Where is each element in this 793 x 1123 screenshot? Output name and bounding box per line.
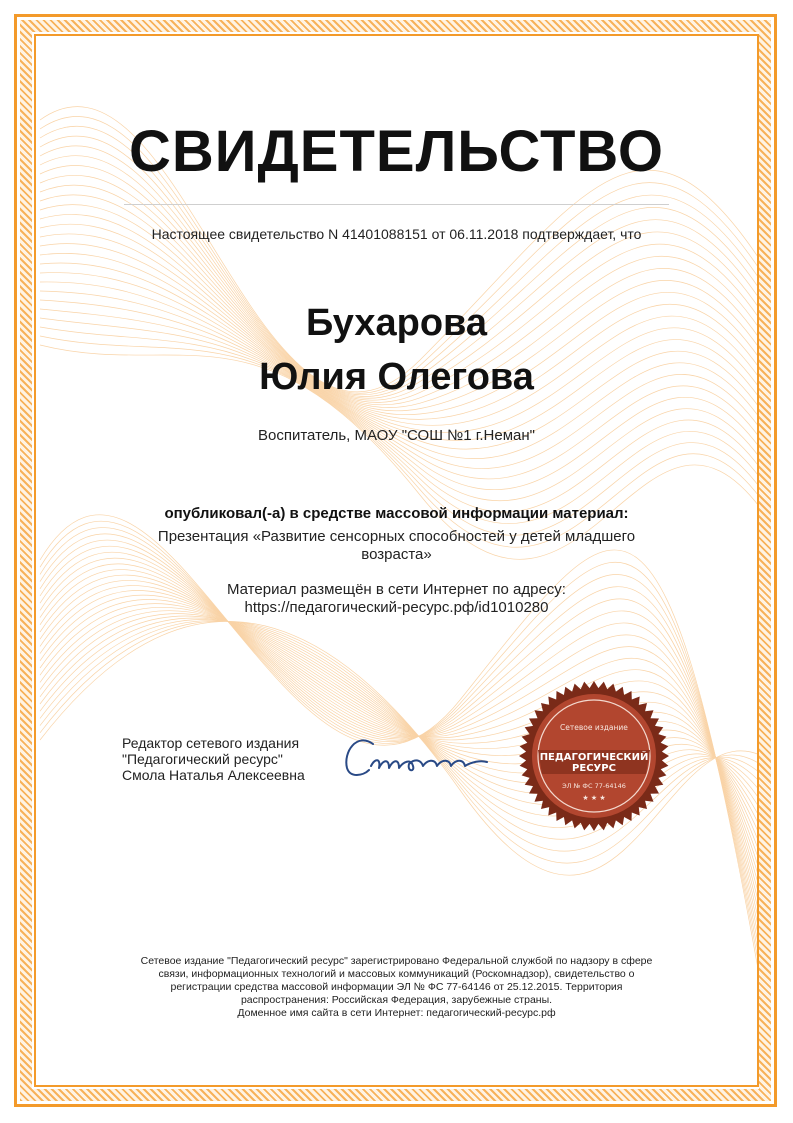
editor-signature [335,722,505,792]
seal-top-text: Сетевое издание [560,723,628,732]
confirmation-text: Настоящее свидетельство N 41401088151 от 06.11.2018 подтверждает, что [151,226,642,242]
publisher-seal [518,680,670,832]
placement-info [0,581,793,617]
seal-main-line: РЕСУРС [572,763,616,774]
seal-stars: ★ ★ ★ [582,794,606,802]
certificate-title: СВИДЕТЕЛЬСТВО [129,119,664,184]
material-title-line: возраста» [361,546,432,563]
footer-line: Сетевое издание "Педагогический ресурс" зарегистрировано Федеральной службой по надзору в сфере [140,955,653,967]
placement-label: Материал размещён в сети Интернет по адресу: [227,581,566,598]
material-title [140,528,653,564]
published-heading: опубликовал(-а) в средстве массовой информации материал: [164,505,629,522]
registration-footer [110,955,683,1020]
recipient-position: Воспитатель, МАОУ "СОШ №1 г.Неман" [258,427,535,444]
seal-reg-number: ЭЛ № ФС 77-64146 [562,782,626,790]
material-title-line: Презентация «Развитие сенсорных способностей у детей младшего [157,528,636,545]
editor-line: "Педагогический ресурс" [122,751,283,767]
title-divider [124,204,669,205]
footer-line: Доменное имя сайта в сети Интернет: педагогический-ресурс.рф [237,1007,556,1019]
seal-main-line: ПЕДАГОГИЧЕСКИЙ [539,752,649,763]
placement-url: https://педагогический-ресурс.рф/id1010280 [244,599,549,616]
footer-line: связи, информационных технологий и массовых коммуникаций (Роскомнадзор), свидетельство о [158,968,635,980]
recipient-surname: Бухарова [305,302,488,344]
footer-line: регистрации средства массовой информации ЭЛ № ФС 77-64146 от 25.12.2015. Территория [170,981,623,993]
editor-block [122,735,305,783]
editor-line: Редактор сетевого издания [122,735,300,751]
footer-line: распространения: Российская Федерация, зарубежные страны. [240,994,553,1006]
editor-line: Смола Наталья Алексеевна [122,767,305,783]
recipient-given-names: Юлия Олегова [259,356,534,398]
recipient-name [0,296,793,404]
